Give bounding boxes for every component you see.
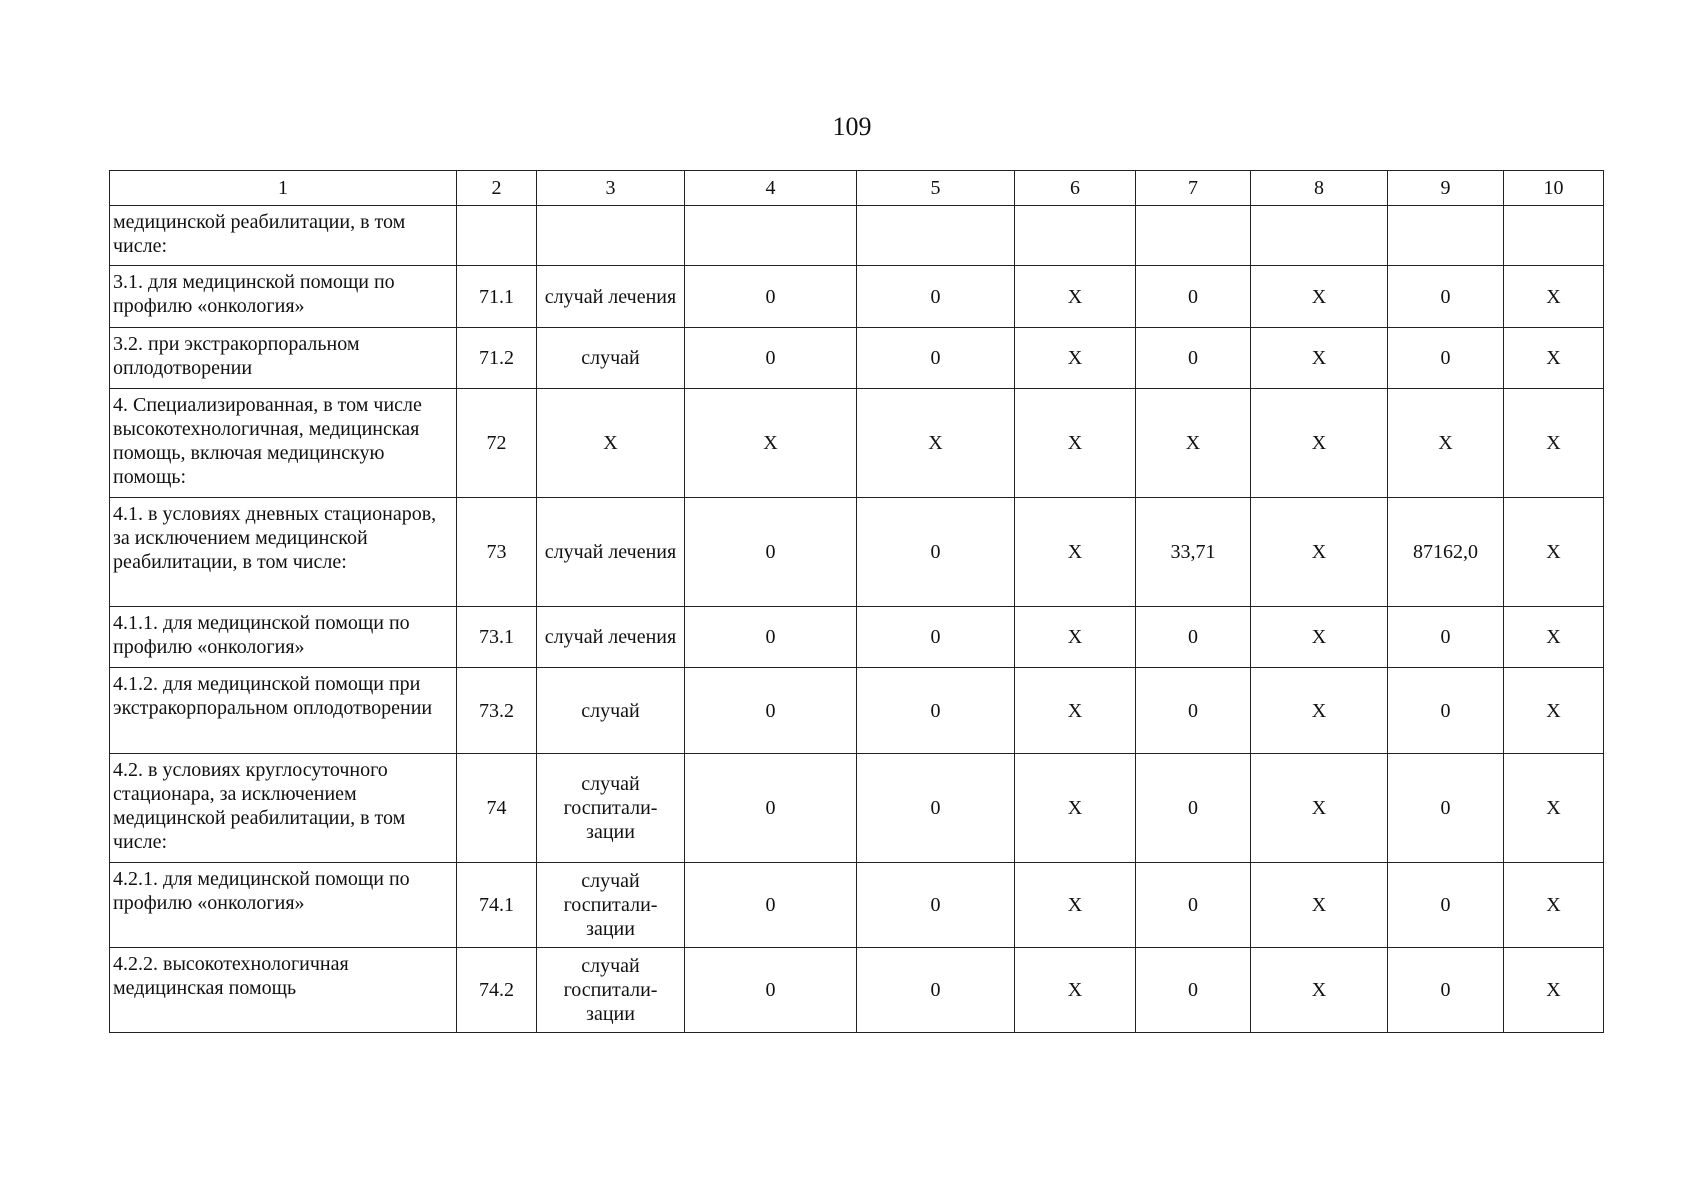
table-cell: 0 [685,754,857,863]
table-cell: 71.2 [457,328,537,389]
table-cell: 73.2 [457,668,537,754]
table-cell: 0 [685,328,857,389]
column-header-2: 2 [457,171,537,206]
table-cell: X [1251,863,1388,948]
table-cell: 0 [685,948,857,1033]
column-header-6: 6 [1015,171,1136,206]
table-cell: X [1251,668,1388,754]
table-cell: X [1504,607,1604,668]
table-cell: случай госпитали-зации [537,948,685,1033]
row-label-cell: 4.1.1. для медицинской помощи по профилю «онкология» [110,607,457,668]
table-cell [1388,206,1504,266]
table-cell: 74 [457,754,537,863]
table-cell: 0 [685,863,857,948]
table-header-row [110,171,1604,206]
table-cell: 71.1 [457,266,537,328]
column-header-4: 4 [685,171,857,206]
table-cell: 0 [1136,266,1251,328]
table-cell: случай [537,328,685,389]
table-cell: X [1251,389,1388,498]
table-cell: X [1504,668,1604,754]
table-cell: 0 [857,948,1015,1033]
table-cell: 0 [1136,863,1251,948]
row-label-cell: 3.1. для медицинской помощи по профилю «онкология» [110,266,457,328]
table-cell: 72 [457,389,537,498]
table-cell: X [1504,266,1604,328]
table-cell [457,206,537,266]
table-row [110,948,1604,1033]
table-cell: 0 [1388,266,1504,328]
row-label-cell: 3.2. при экстракорпоральном оплодотворении [110,328,457,389]
row-label-cell: 4.2. в условиях круглосуточного стационара, за исключением медицинской реабилитации, в том числе: [110,754,457,863]
table-cell [685,206,857,266]
table-cell: 73.1 [457,607,537,668]
table-row [110,863,1604,948]
page-number: 109 [832,112,872,141]
table-cell: 0 [857,328,1015,389]
table-cell: 0 [857,863,1015,948]
table-cell: X [1015,328,1136,389]
row-label-cell: 4.2.1. для медицинской помощи по профилю «онкология» [110,863,457,948]
table-cell: X [1504,498,1604,607]
table-cell: 0 [1136,607,1251,668]
table-cell: 0 [685,266,857,328]
table-cell: случай госпитали-зации [537,754,685,863]
table-cell: 0 [685,668,857,754]
table-cell: X [685,389,857,498]
table-row [110,266,1604,328]
table-row [110,607,1604,668]
table-cell [537,206,685,266]
table-cell: X [1504,328,1604,389]
table-cell: X [1251,328,1388,389]
table-cell: 0 [1136,948,1251,1033]
row-label-cell: медицинской реабилитации, в том числе: [110,206,457,266]
row-label-cell: 4.1. в условиях дневных стационаров, за исключением медицинской реабилитации, в том числе: [110,498,457,607]
row-label-cell: 4.2.2. высокотехнологичная медицинская помощь [110,948,457,1033]
table-cell [1015,206,1136,266]
table-cell: X [1251,498,1388,607]
table-cell: X [1504,389,1604,498]
table-cell: 0 [685,498,857,607]
table-cell: 74.1 [457,863,537,948]
table-cell: X [857,389,1015,498]
table-cell: 0 [1388,948,1504,1033]
column-header-10: 10 [1504,171,1604,206]
column-header-3: 3 [537,171,685,206]
data-table [109,170,1604,1033]
table-cell: X [1251,948,1388,1033]
table-cell [1504,206,1604,266]
table-cell: X [1015,948,1136,1033]
table-cell: X [1504,863,1604,948]
table-cell: X [1504,754,1604,863]
table-cell: 0 [1136,668,1251,754]
table-cell [1136,206,1251,266]
table-cell: X [1015,863,1136,948]
table-row [110,389,1604,498]
table-cell: 33,71 [1136,498,1251,607]
table-cell: X [1388,389,1504,498]
table-cell: X [1015,266,1136,328]
table-cell: X [1015,389,1136,498]
table-cell: X [1136,389,1251,498]
table-cell [1251,206,1388,266]
table-cell: 0 [685,607,857,668]
column-header-7: 7 [1136,171,1251,206]
column-header-9: 9 [1388,171,1504,206]
table-cell: случай лечения [537,498,685,607]
table-cell: случай [537,668,685,754]
table-cell: X [1251,754,1388,863]
table-cell: X [1015,607,1136,668]
table-cell: 0 [1136,754,1251,863]
table-cell: 0 [857,498,1015,607]
table-row [110,328,1604,389]
table-row [110,754,1604,863]
table-cell: 0 [1388,668,1504,754]
table-cell: X [1251,607,1388,668]
table-cell: 0 [857,754,1015,863]
table-cell: 0 [857,266,1015,328]
column-header-1: 1 [110,171,457,206]
table-cell: X [1251,266,1388,328]
column-header-8: 8 [1251,171,1388,206]
table-cell: 0 [1388,328,1504,389]
table-cell: 0 [857,607,1015,668]
row-label-cell: 4.1.2. для медицинской помощи при экстракорпоральном оплодотворении [110,668,457,754]
column-header-5: 5 [857,171,1015,206]
table-cell: случай госпитали-зации [537,863,685,948]
row-label-cell: 4. Специализированная, в том числе высокотехнологичная, медицинская помощь, включая медицинскую помощь: [110,389,457,498]
table-cell: 0 [1136,328,1251,389]
table-cell: 74.2 [457,948,537,1033]
table-cell: X [1015,754,1136,863]
table-cell: X [1015,668,1136,754]
table-row [110,206,1604,266]
table-row [110,498,1604,607]
table-row [110,668,1604,754]
table-cell: X [537,389,685,498]
table-cell: 87162,0 [1388,498,1504,607]
table-cell: случай лечения [537,266,685,328]
table-cell: 0 [1388,863,1504,948]
table-cell: X [1504,948,1604,1033]
table-cell [857,206,1015,266]
table-cell: случай лечения [537,607,685,668]
table-cell: 0 [1388,754,1504,863]
table-cell: 0 [857,668,1015,754]
table-cell: 73 [457,498,537,607]
table-cell: X [1015,498,1136,607]
table-cell: 0 [1388,607,1504,668]
